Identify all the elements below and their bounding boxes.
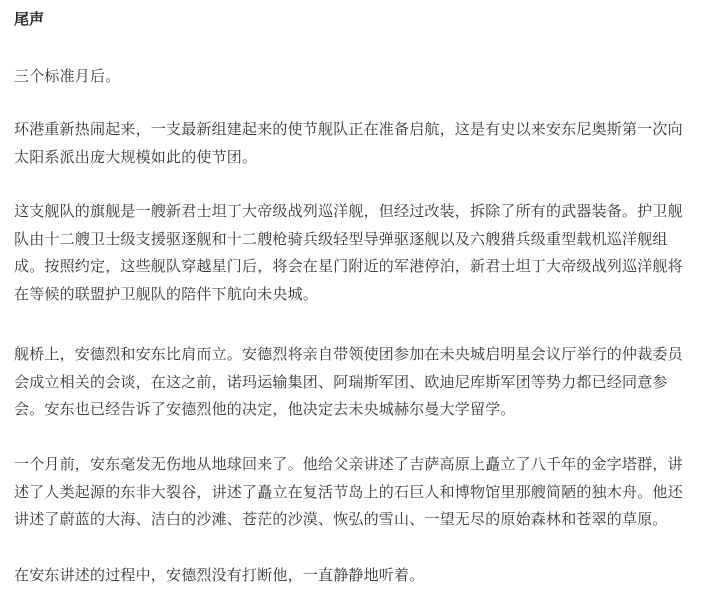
text-line: 在等候的联盟护卫舰队的陪伴下航向未央城。: [14, 284, 319, 303]
paragraph-2: [14, 116, 683, 171]
text-line: 讲述了蔚蓝的大海、洁白的沙滩、苍茫的沙漠、恢弘的雪山、一望无尽的原始森林和苍翠的草原。: [14, 510, 668, 528]
text-line: 太阳系派出庞大规模如此的使节团。: [14, 147, 258, 166]
paragraph-1: [14, 63, 120, 91]
text-line: 环港重新热闹起来，一支最新组建起来的使节舰队正在准备启航，这是有史以来安东尼奥斯第一次向: [14, 120, 683, 138]
text-line: 这支舰队的旗舰是一艘新君士坦丁大帝级战列巡洋舰，但经过改装，拆除了所有的武器装备。护卫舰: [14, 202, 683, 220]
text-line: 会。安东也已经告诉了安德烈他的决定，他决定去未央城赫尔曼大学留学。: [14, 400, 516, 418]
text-line: 一个月前，安东毫发无伤地从地球回来了。他给父亲讲述了吉萨高原上矗立了八千年的金字塔群，讲: [14, 455, 683, 473]
text-line: 述了人类起源的东非大裂谷，讲述了矗立在复活节岛上的石巨人和博物馆里那艘简陋的独木舟。他还: [14, 482, 683, 501]
text-line: 舰桥上，安德烈和安东比肩而立。安德烈将亲自带领使团参加在未央城启明星会议厅举行的仲裁委员: [14, 345, 683, 363]
text-line: 成。按照约定，这些舰队穿越星门后，将会在星门附近的军港停泊，新君士坦丁大帝级战列巡洋舰将: [14, 257, 683, 275]
paragraph-3: [14, 198, 683, 308]
text-line: 队由十二艘卫士级支援驱逐舰和十二艘枪骑兵级轻型导弹驱逐舰以及六艘猎兵级重型载机巡洋舰组: [14, 229, 668, 248]
text-line: 在安东讲述的过程中，安德烈没有打断他，一直静静地听着。: [14, 566, 425, 584]
paragraph-4: [14, 341, 683, 424]
chapter-title: 尾声: [14, 10, 45, 28]
text-line: 三个标准月后。: [14, 67, 121, 85]
paragraph-5: [14, 451, 683, 534]
paragraph-6: [14, 562, 424, 590]
text-line: 会成立相关的会谈，在这之前，诺玛运输集团、阿瑞斯军团、欧迪尼库斯军团等势力都已经同意参: [14, 372, 668, 391]
